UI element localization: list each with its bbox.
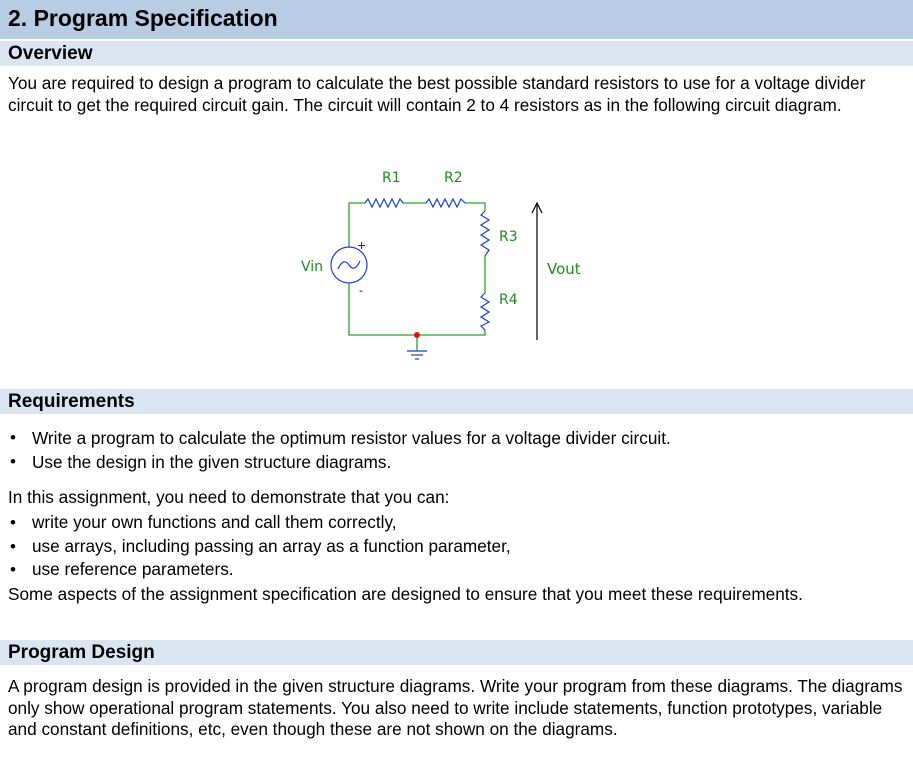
resistor-r2 xyxy=(426,199,465,207)
overview-text: You are required to design a program to calculate the best possible standard resistors to use for a voltage divider circuit to get the required circuit gain. The circuit will contain 2 to 4 resistors as in the following circuit diagram. xyxy=(8,73,866,115)
circuit-wires xyxy=(349,203,485,351)
vout-arrow xyxy=(532,203,542,340)
label-r2: R2 xyxy=(444,170,463,186)
list-item: • Use the design in the given structure diagrams. xyxy=(8,450,888,474)
label-minus: - xyxy=(359,284,363,297)
resistor-r1 xyxy=(365,199,403,207)
list-item: • Write a program to calculate the optimum resistor values for a voltage divider circuit. xyxy=(8,426,888,450)
label-vin: Vin xyxy=(301,259,324,275)
label-vout: Vout xyxy=(547,260,581,278)
circuit-diagram xyxy=(0,165,913,365)
label-r1: R1 xyxy=(382,170,401,186)
overview-heading: Overview xyxy=(0,41,913,66)
requirements-closing: Some aspects of the assignment specification are designed to ensure that you meet these requirements. xyxy=(8,584,803,604)
list-item: • write your own functions and call them correctly, xyxy=(8,511,888,535)
program-design-text: A program design is provided in the given structure diagrams. Write your program from these diagrams. The diagrams only show operational program statements. You also need to write include statements, function prototypes, variable and constant definitions, etc, even though these are not shown on the diagrams. xyxy=(8,676,903,739)
label-r4: R4 xyxy=(499,292,518,308)
list-item: • use reference parameters. xyxy=(8,558,888,582)
skills-list xyxy=(8,511,888,582)
requirements-list xyxy=(8,426,888,474)
list-item: • use arrays, including passing an array as a function parameter, xyxy=(8,535,888,559)
requirements-heading: Requirements xyxy=(0,389,913,414)
program-design-heading: Program Design xyxy=(0,640,913,665)
label-plus: + xyxy=(357,239,367,252)
resistor-r4 xyxy=(481,293,489,330)
requirements-intro: In this assignment, you need to demonstrate that you can: xyxy=(8,487,450,507)
section-title: 2. Program Specification xyxy=(0,0,913,39)
label-r3: R3 xyxy=(499,229,518,245)
resistor-r3 xyxy=(481,211,489,256)
ground-node xyxy=(414,332,420,338)
